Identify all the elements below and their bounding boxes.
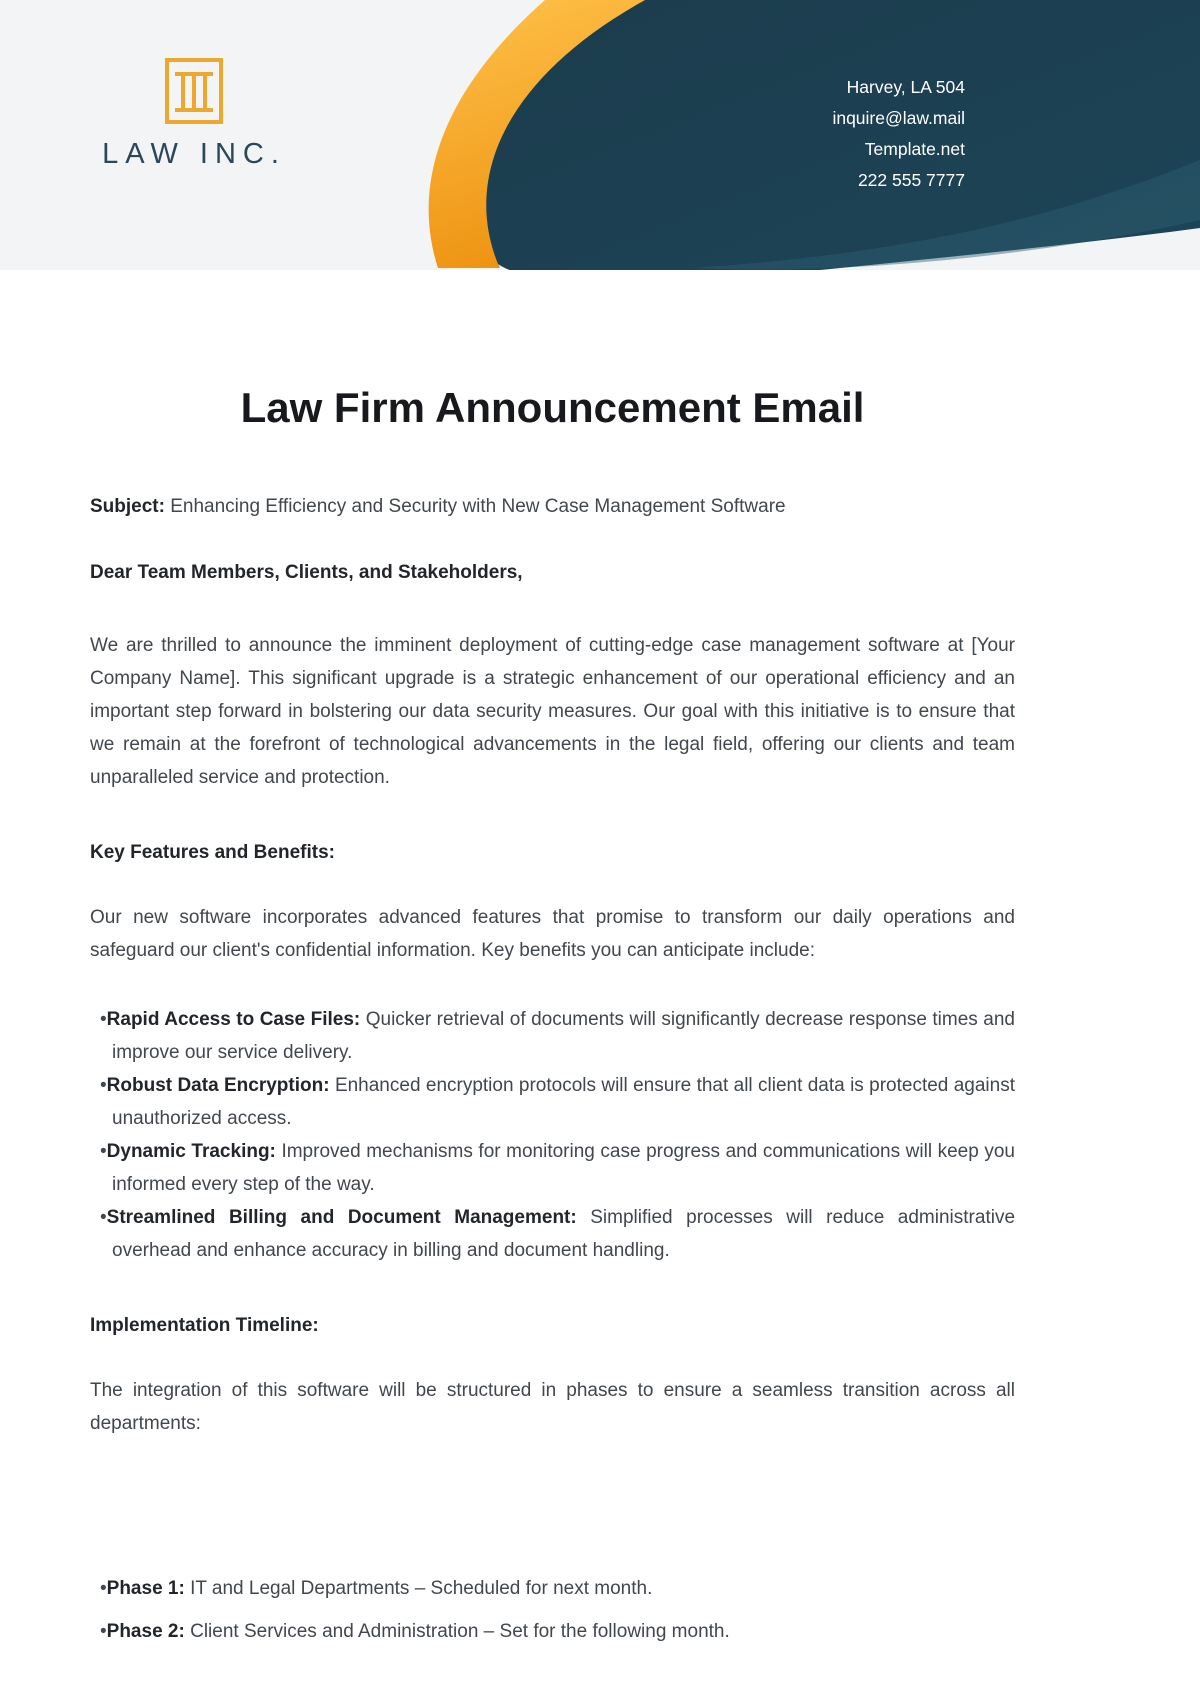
letterhead <box>0 0 1200 270</box>
timeline-heading: Implementation Timeline: <box>90 1315 319 1336</box>
list-item <box>100 1069 1015 1135</box>
contact-phone: 222 555 7777 <box>857 170 965 190</box>
phase-label: Phase 1: <box>106 1578 185 1599</box>
contact-website: Template.net <box>864 139 965 159</box>
intro-paragraph: We are thrilled to announce the imminent deployment of cutting-edge case management software at [Your Company Name]. This significant upgrade is a strategic enhancement of our operational efficiency and an important step forward in bolstering our data security measures. Our goal with this initiative is to ensure that we remain at the forefront of technological advancements in the legal field, offering our clients and team unparalleled service and protection. <box>90 635 1015 788</box>
subject-line <box>90 490 1015 523</box>
contact-address: Harvey, LA 504 <box>846 77 965 97</box>
features-list <box>90 1003 1015 1267</box>
feature-label: Dynamic Tracking: <box>106 1141 276 1162</box>
timeline-intro: The integration of this software will be structured in phases to ensure a seamless transition across all departments: <box>90 1380 1015 1434</box>
features-intro: Our new software incorporates advanced features that promise to transform our daily operations and safeguard our client's confidential information. Key benefits you can anticipate include: <box>90 907 1015 961</box>
subject-label: Subject: <box>90 496 165 517</box>
contact-email: inquire@law.mail <box>832 108 965 128</box>
phases-list <box>90 1572 1015 1648</box>
brand-name: LAW INC. <box>102 138 286 170</box>
list-item <box>100 1003 1015 1069</box>
phase-label: Phase 2: <box>106 1621 185 1642</box>
feature-label: Robust Data Encryption: <box>106 1075 330 1096</box>
feature-label: Streamlined Billing and Document Management: <box>106 1207 577 1228</box>
pillar-icon <box>163 56 225 126</box>
subject-text: Enhancing Efficiency and Security with New Case Management Software <box>170 496 786 517</box>
email-body <box>90 382 1015 1648</box>
salutation: Dear Team Members, Clients, and Stakeholders, <box>90 562 523 583</box>
page-title: Law Firm Announcement Email <box>240 384 865 431</box>
feature-text: Improved mechanisms for monitoring case progress and communications will keep you informed every step of the way. <box>112 1141 1015 1195</box>
list-item <box>100 1201 1015 1267</box>
contact-info <box>832 72 965 196</box>
feature-text: Enhanced encryption protocols will ensure that all client data is protected against unauthorized access. <box>112 1075 1016 1129</box>
feature-text: Quicker retrieval of documents will significantly decrease response times and improve our service delivery. <box>112 1009 1015 1063</box>
brand-logo <box>85 56 303 171</box>
features-heading: Key Features and Benefits: <box>90 842 335 863</box>
list-item <box>100 1615 1015 1648</box>
list-item <box>100 1135 1015 1201</box>
feature-text: Simplified processes will reduce administrative overhead and enhance accuracy in billing and document handling. <box>112 1207 1016 1261</box>
list-item <box>100 1572 1015 1605</box>
feature-label: Rapid Access to Case Files: <box>106 1009 361 1030</box>
phase-text: IT and Legal Departments – Scheduled for next month. <box>190 1578 653 1599</box>
phase-text: Client Services and Administration – Set for the following month. <box>190 1621 730 1642</box>
